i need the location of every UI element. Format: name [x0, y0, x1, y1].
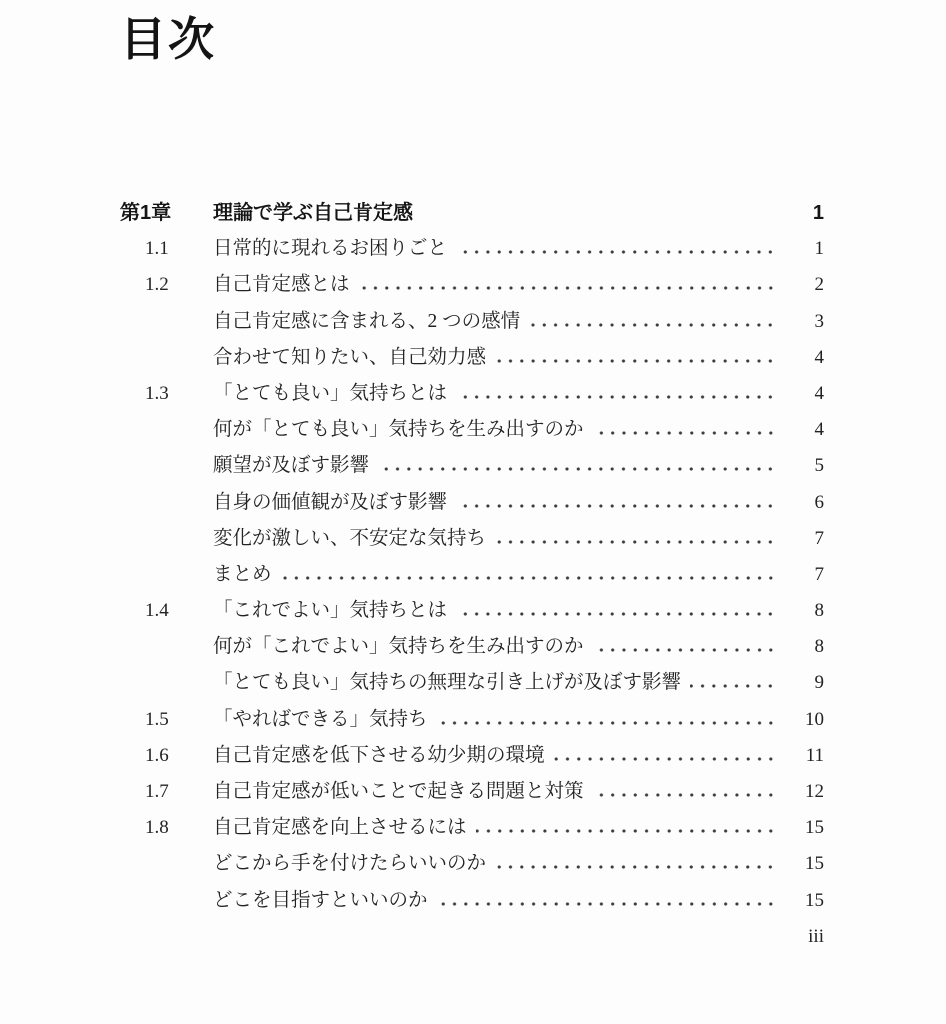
- chapter-page-number: 1: [812, 202, 824, 224]
- chapter-title: 理論で学ぶ自己肯定感: [213, 202, 413, 224]
- entry-title: 自己肯定感を向上させるには: [213, 817, 467, 839]
- entry-title: 「これでよい」気持ちとは: [213, 600, 448, 622]
- entry-page-number: 7: [814, 527, 824, 549]
- toc-entry-row[interactable]: [145, 846, 824, 882]
- toc-chapter-row[interactable]: [120, 195, 824, 231]
- toc-entry-row[interactable]: [145, 629, 824, 665]
- entry-title: 何が「これでよい」気持ちを生み出すのか: [213, 636, 584, 658]
- entry-number: 1.1: [145, 238, 169, 260]
- dot-leader: [495, 359, 778, 363]
- dot-leader: [476, 829, 778, 833]
- toc-entry-row[interactable]: [145, 810, 824, 846]
- entry-title: 自身の価値観が及ぼす影響: [213, 491, 448, 513]
- toc-entry-row[interactable]: [145, 485, 824, 521]
- table-of-contents: [120, 195, 824, 919]
- dot-leader: [281, 576, 778, 580]
- toc-entry-row[interactable]: [145, 774, 824, 810]
- entry-number: 1.3: [145, 382, 169, 404]
- entry-title: 願望が及ぼす影響: [213, 455, 370, 477]
- entry-title: 変化が激しい、不安定な気持ち: [213, 527, 487, 549]
- entry-title: 「とても良い」気持ちの無理な引き上げが及ぼす影響: [213, 672, 682, 694]
- entry-page-number: 4: [814, 346, 824, 368]
- entry-title: 自己肯定感に含まれる、2 つの感情: [213, 310, 521, 332]
- dot-leader: [456, 612, 778, 616]
- entry-page-number: 8: [814, 600, 824, 622]
- entry-page-number: 3: [814, 310, 824, 332]
- entry-number: 1.5: [145, 708, 169, 730]
- entry-page-number: 15: [805, 817, 824, 839]
- toc-entry-row[interactable]: [145, 738, 824, 774]
- toc-entry-row[interactable]: [145, 231, 824, 267]
- entry-page-number: 12: [805, 781, 824, 802]
- toc-entry-row[interactable]: [145, 665, 824, 701]
- dot-leader: [690, 684, 778, 688]
- toc-entry-row[interactable]: [145, 267, 824, 303]
- entry-title: 日常的に現れるお困りごと: [213, 238, 448, 260]
- entry-page-number: 15: [805, 853, 824, 875]
- dot-leader: [495, 540, 778, 544]
- entry-page-number: 5: [814, 455, 824, 477]
- dot-leader: [456, 395, 778, 399]
- toc-entries: [120, 231, 824, 919]
- entry-page-number: 1: [814, 238, 824, 260]
- toc-entry-row[interactable]: [145, 376, 824, 412]
- dot-leader: [456, 504, 778, 508]
- dot-leader: [593, 648, 778, 652]
- chapter-number: 第1章: [120, 202, 172, 224]
- page-title: 目次: [120, 13, 216, 65]
- toc-entry-row[interactable]: [145, 702, 824, 738]
- entry-title: 何が「とても良い」気持ちを生み出すのか: [213, 419, 584, 441]
- toc-entry-row[interactable]: [145, 448, 824, 484]
- entry-page-number: 7: [814, 563, 824, 585]
- entry-title: 自己肯定感を低下させる幼少期の環境: [213, 744, 545, 766]
- dot-leader: [456, 250, 778, 254]
- dot-leader: [593, 431, 778, 435]
- entry-page-number: 6: [814, 491, 824, 513]
- entry-title: 自己肯定感とは: [213, 274, 350, 296]
- entry-title: 「とても良い」気持ちとは: [213, 382, 448, 404]
- dot-leader: [593, 793, 778, 797]
- entry-page-number: 2: [814, 274, 824, 296]
- entry-number: 1.7: [145, 781, 169, 802]
- dot-leader: [495, 865, 778, 869]
- entry-number: 1.8: [145, 817, 169, 839]
- dot-leader: [359, 286, 778, 290]
- entry-number: 1.4: [145, 600, 169, 622]
- entry-title: 自己肯定感が低いことで起きる問題と対策: [213, 781, 584, 802]
- entry-page-number: 8: [814, 636, 824, 658]
- entry-page-number: 10: [805, 708, 824, 730]
- dot-leader: [554, 757, 778, 761]
- toc-entry-row[interactable]: [145, 412, 824, 448]
- toc-entry-row[interactable]: [145, 521, 824, 557]
- dot-leader: [437, 902, 778, 906]
- entry-page-number: 9: [814, 672, 824, 694]
- entry-title: どこから手を付けたらいいのか: [213, 853, 487, 875]
- dot-leader: [378, 467, 778, 471]
- toc-entry-row[interactable]: [145, 304, 824, 340]
- entry-page-number: 11: [805, 744, 824, 766]
- folio-page-number: iii: [808, 925, 824, 947]
- dot-leader: [529, 323, 778, 327]
- entry-title: どこを目指すといいのか: [213, 889, 428, 911]
- entry-title: 「やればできる」気持ち: [213, 708, 428, 730]
- toc-entry-row[interactable]: [145, 557, 824, 593]
- toc-entry-row[interactable]: [145, 593, 824, 629]
- entry-number: 1.6: [145, 744, 169, 766]
- entry-title: まとめ: [213, 563, 272, 585]
- entry-title: 合わせて知りたい、自己効力感: [213, 346, 487, 368]
- toc-entry-row[interactable]: [145, 883, 824, 919]
- toc-entry-row[interactable]: [145, 340, 824, 376]
- entry-page-number: 4: [814, 419, 824, 441]
- entry-number: 1.2: [145, 274, 169, 296]
- entry-page-number: 15: [805, 889, 824, 911]
- entry-page-number: 4: [814, 382, 824, 404]
- dot-leader: [437, 721, 778, 725]
